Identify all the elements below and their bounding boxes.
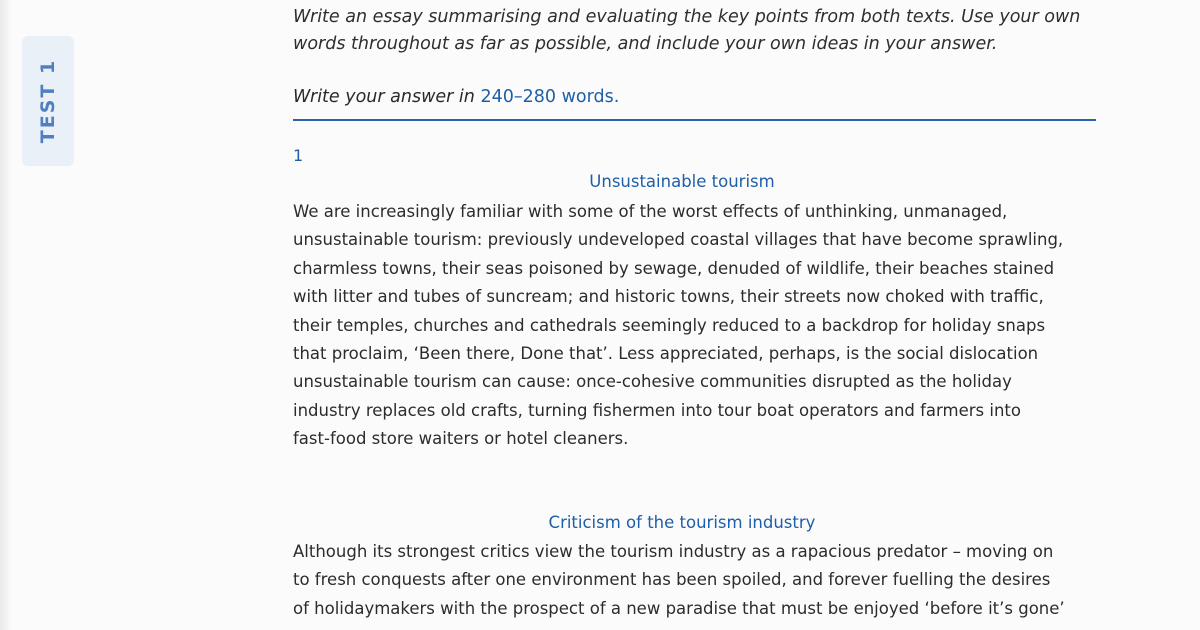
test-side-tab-label: TEST 1 — [37, 58, 60, 144]
task-instructions — [293, 0, 1098, 58]
test-side-tab — [22, 36, 74, 166]
section-divider — [293, 119, 1096, 121]
paragraph-line: that proclaim, ‘Been there, Done that’. Less appreciated, perhaps, is the social dislocation — [293, 344, 1039, 364]
word-count-range: 240–280 words — [480, 87, 614, 107]
paragraph-line: of holidaymakers with the prospect of a new paradise that must be enjoyed ‘before it’s gone’ — [293, 598, 1065, 618]
paragraph-line: their temples, churches and cathedrals seemingly reduced to a backdrop for holiday snaps — [293, 315, 1046, 335]
instruction-line: words throughout as far as possible, and include your own ideas in your answer. — [293, 34, 998, 54]
word-count-prefix: Write your answer in — [293, 87, 481, 107]
paragraph-line: fast-food store waiters or hotel cleaners. — [293, 429, 629, 449]
paragraph-line: unsustainable tourism can cause: once-cohesive communities disrupted as the holiday — [293, 372, 1012, 392]
paragraph-line: charmless towns, their seas poisoned by sewage, denuded of wildlife, their beaches stained — [293, 258, 1055, 278]
page-edge — [0, 0, 12, 630]
text-number: 1 — [293, 146, 304, 165]
paragraph-line: Although its strongest critics view the tourism industry as a rapacious predator – moving on — [293, 542, 1054, 561]
paragraph-line: industry replaces old crafts, turning fishermen into tour boat operators and farmers into — [293, 400, 1021, 420]
word-count-instruction — [293, 84, 1098, 111]
section-heading-unsustainable-tourism: Unsustainable tourism — [589, 172, 775, 191]
paragraph-line: We are increasingly familiar with some of the worst effects of unthinking, unmanaged, — [293, 202, 1008, 221]
paragraph-line: to fresh conquests after one environment has been spoiled, and forever fuelling the desires — [293, 570, 1051, 590]
paragraph-line: unsustainable tourism: previously undeveloped coastal villages that have become sprawling, — [293, 230, 1064, 250]
paragraph-unsustainable-tourism — [293, 198, 1103, 454]
word-count-suffix: . — [613, 87, 620, 107]
instruction-line: Write an essay summarising and evaluating the key points from both texts. Use your own — [293, 7, 1081, 27]
paragraph-line: with litter and tubes of suncream; and historic towns, their streets now choked with traffic, — [293, 287, 1044, 307]
section-heading-criticism: Criticism of the tourism industry — [548, 513, 816, 532]
paragraph-criticism — [293, 538, 1103, 623]
instructions-block — [293, 0, 1098, 111]
